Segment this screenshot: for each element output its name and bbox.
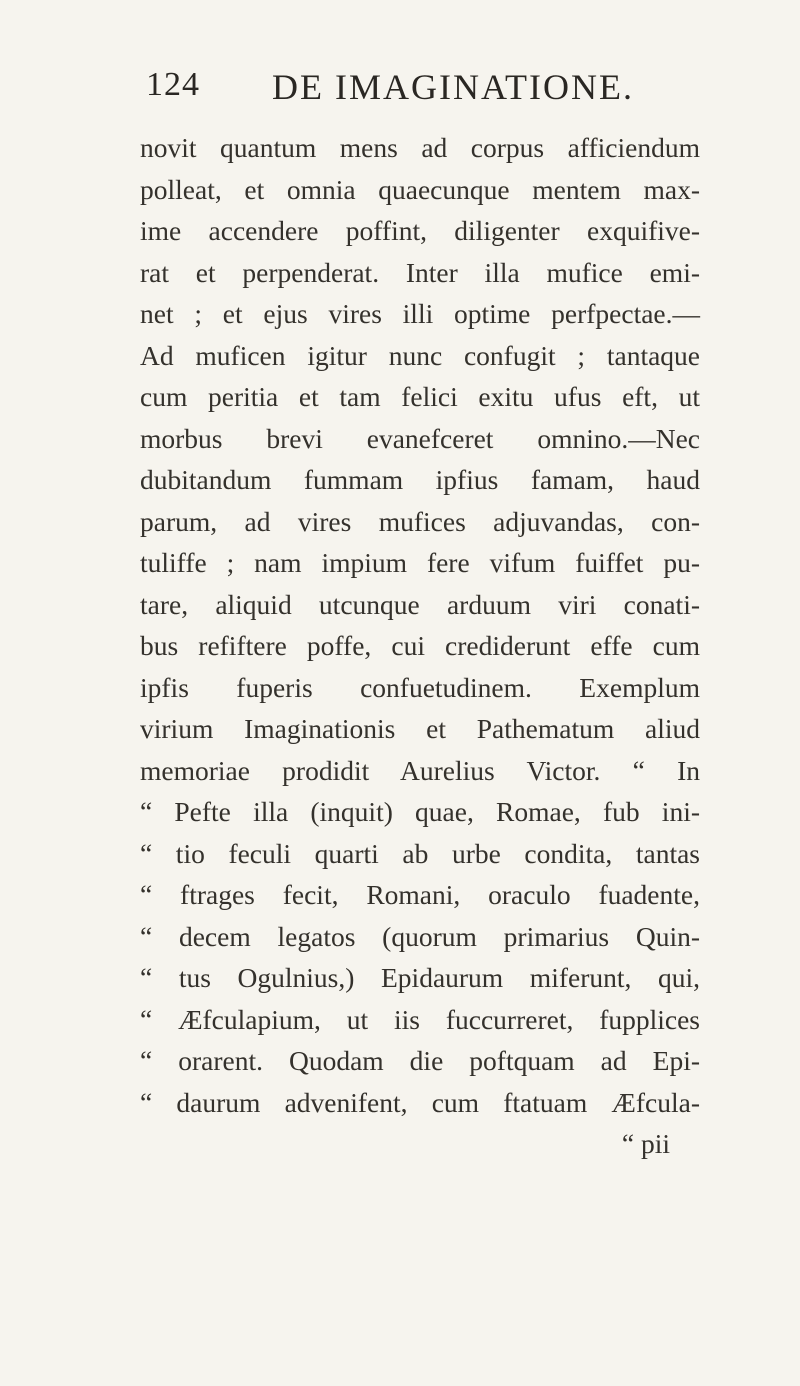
text-line: novit quantum mens ad corpus afficiendum — [140, 132, 700, 163]
catchword: “ pii — [621, 1128, 670, 1159]
text-line: “ Æfculapium, ut iis fuccurreret, fupplices — [140, 1003, 700, 1035]
text-line: morbus brevi evanefceret omnino.—Nec — [140, 422, 700, 454]
body-text — [140, 127, 700, 1165]
text-line: dubitandum fummam ipfius famam, haud — [140, 464, 700, 495]
text-line: virium Imaginationis et Pathematum aliud — [140, 713, 700, 744]
page-header — [146, 66, 666, 116]
text-line: tuliffe ; nam impium fere vifum fuiffet pu- — [140, 547, 700, 578]
text-line: “ tio feculi quarti ab urbe condita, tantas — [140, 837, 700, 869]
text-line: tare, aliquid utcunque arduum viri conati- — [140, 588, 700, 620]
running-title: DE IMAGINATIONE. — [272, 67, 634, 107]
text-line: bus refiftere poffe, cui crediderunt effe cum — [140, 630, 700, 661]
text-line: memoriae prodidit Aurelius Victor. “ In — [140, 754, 700, 786]
page-number: 124 — [146, 66, 200, 103]
text-line: ime accendere poffint, diligenter exquifive- — [140, 215, 700, 246]
text-line: parum, ad vires mufices adjuvandas, con- — [140, 505, 700, 537]
text-line: cum peritia et tam felici exitu ufus eft, ut — [140, 381, 700, 412]
text-line: “ Pefte illa (inquit) quae, Romae, fub ini- — [140, 796, 700, 827]
text-line: ipfis fuperis confuetudinem. Exemplum — [140, 671, 700, 703]
text-line: Ad muficen igitur nunc confugit ; tantaque — [140, 339, 700, 371]
text-line: “ tus Ogulnius,) Epidaurum miferunt, qui, — [140, 962, 700, 993]
text-line: “ daurum advenifent, cum ftatuam Æfcula- — [140, 1086, 700, 1118]
text-line: polleat, et omnia quaecunque mentem max- — [140, 173, 700, 205]
text-line: net ; et ejus vires illi optime perfpectae.— — [140, 298, 700, 329]
text-line: “ decem legatos (quorum primarius Quin- — [140, 920, 700, 952]
text-line: “ orarent. Quodam die poftquam ad Epi- — [140, 1045, 700, 1076]
text-line: “ ftrages fecit, Romani, oraculo fuadente, — [140, 879, 700, 910]
text-line: rat et perpenderat. Inter illa mufice emi- — [140, 256, 700, 288]
